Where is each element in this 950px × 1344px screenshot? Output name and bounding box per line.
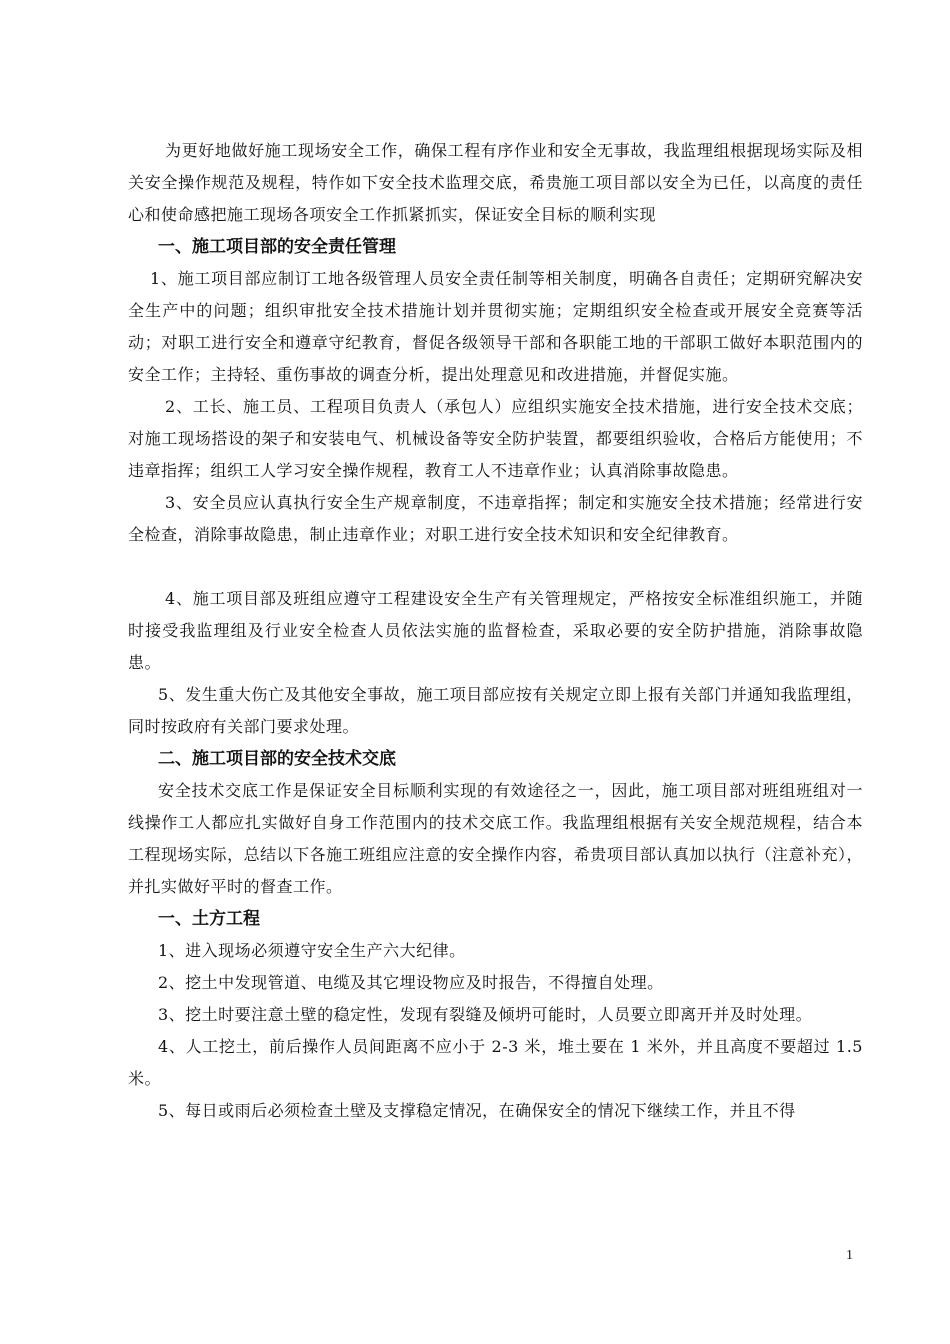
section-1-item-2: 2、工长、施工员、工程项目负责人（承包人）应组织实施安全技术措施，进行安全技术交底；对施工现场搭设的架子和安装电气、机械设备等安全防护装置，都要组织验收，合格后方能使用；不违章指挥；组织工人学习安全操作规程，教育工人不违章作业；认真消除事故隐患。 [128, 397, 863, 480]
earthwork-heading: 一、土方工程 [158, 909, 260, 929]
document-body [128, 135, 863, 1127]
section-2-heading: 二、施工项目部的安全技术交底 [158, 749, 396, 769]
paragraph-gap [128, 551, 863, 583]
earthwork-item-1: 1、进入现场必须遵守安全生产六大纪律。 [158, 941, 466, 960]
earthwork-item-4: 4、人工挖土，前后操作人员间距离不应小于 2-3 米，堆土要在 1 米外，并且高度不要超过 1.5 米。 [128, 1037, 863, 1088]
section-1-item-1: 1、施工项目部应制订工地各级管理人员安全责任制等相关制度，明确各自责任；定期研究解决安全生产中的问题；组织审批安全技术措施计划并贯彻实施；定期组织安全检查或开展安全竞赛等活动；对职工进行安全和遵章守纪教育，督促各级领导干部和各职能工地的干部职工做好本职范围内的安全工作；主持轻、重伤事故的调查分析，提出处理意见和改进措施，并督促实施。 [128, 269, 863, 384]
section-1-item-3: 3、安全员应认真执行安全生产规章制度，不违章指挥；制定和实施安全技术措施；经常进行安全检查，消除事故隐患，制止违章作业；对职工进行安全技术知识和安全纪律教育。 [128, 493, 863, 544]
section-2-paragraph: 安全技术交底工作是保证安全目标顺利实现的有效途径之一，因此，施工项目部对班组班组对一线操作工人都应扎实做好自身工作范围内的技术交底工作。我监理组根据有关安全规范规程，结合本工程现场实际，总结以下各施工班组应注意的安全操作内容，希贵项目部认真加以执行（注意补充），并扎实做好平时的督查工作。 [128, 781, 863, 896]
section-1-heading: 一、施工项目部的安全责任管理 [158, 237, 396, 257]
section-1-item-4: 4、施工项目部及班组应遵守工程建设安全生产有关管理规定，严格按安全标准组织施工，并随时接受我监理组及行业安全检查人员依法实施的监督检查，采取必要的安全防护措施，消除事故隐患。 [128, 589, 863, 672]
page-number: 1 [846, 1248, 853, 1263]
earthwork-item-2: 2、挖土中发现管道、电缆及其它埋设物应及时报告，不得擅自处理。 [158, 973, 664, 992]
intro-paragraph: 为更好地做好施工现场安全工作，确保工程有序作业和安全无事故，我监理组根据现场实际及相关安全操作规范及规程，特作如下安全技术监理交底，希贵施工项目部以安全为已任，以高度的责任心和使命感把施工现场各项安全工作抓紧抓实，保证安全目标的顺利实现 [128, 141, 863, 224]
section-1-item-5: 5、发生重大伤亡及其他安全事故，施工项目部应按有关规定立即上报有关部门并通知我监理组，同时按政府有关部门要求处理。 [128, 685, 863, 736]
earthwork-item-3: 3、挖土时要注意土壁的稳定性，发现有裂缝及倾坍可能时，人员要立即离开并及时处理。 [158, 1005, 813, 1024]
earthwork-item-5: 5、每日或雨后必须检查土壁及支撑稳定情况，在确保安全的情况下继续工作，并且不得 [158, 1101, 796, 1120]
